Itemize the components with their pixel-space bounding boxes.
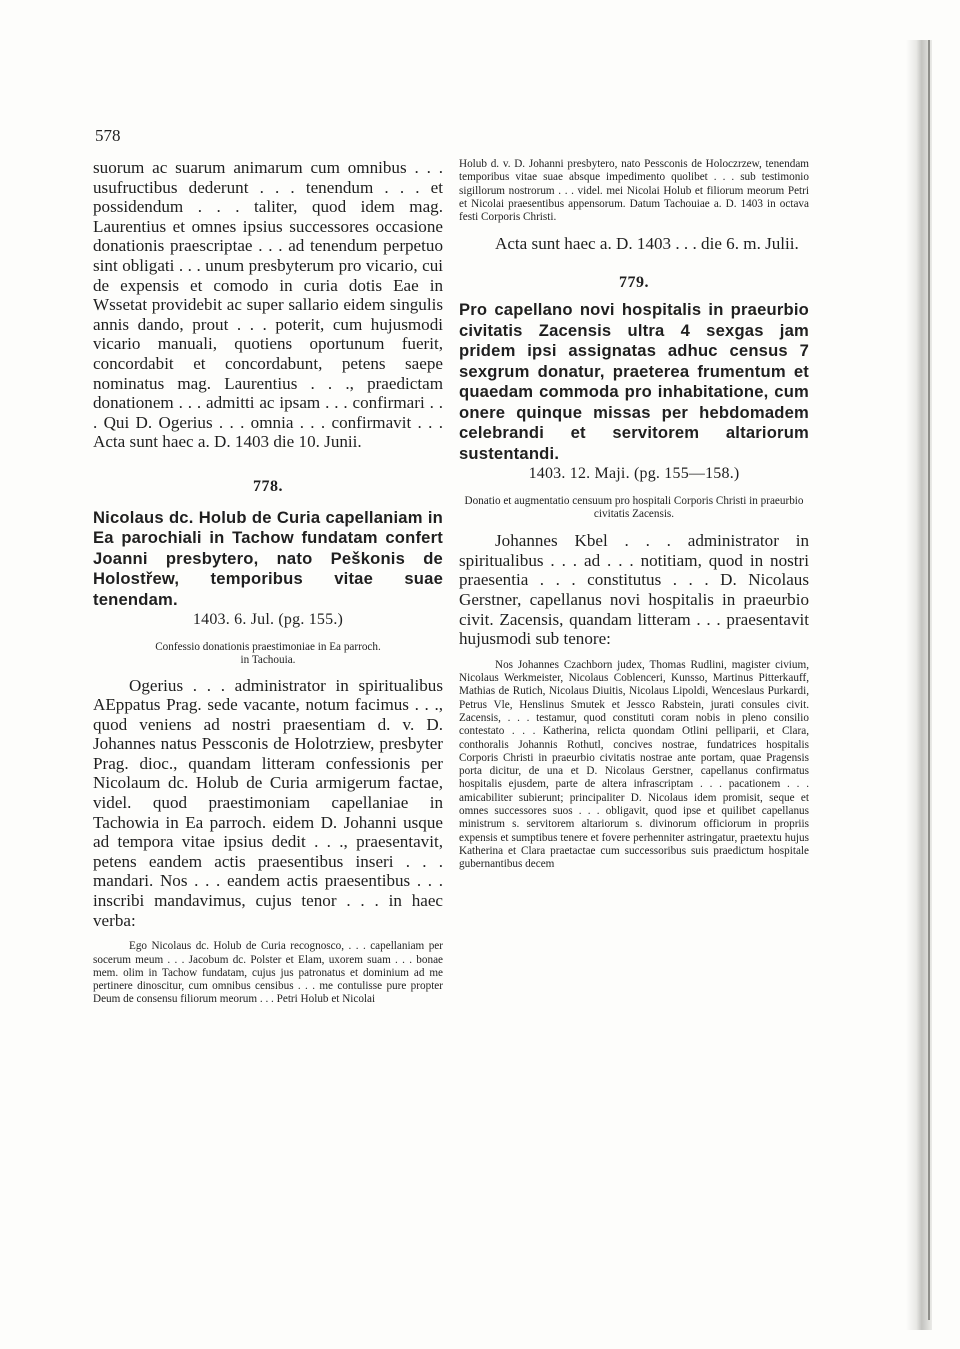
right-column xyxy=(459,158,809,871)
page-number: 578 xyxy=(95,126,121,145)
charter-continuation: Holub d. v. D. Johanni presbytero, nato Pessconis de Holoczrzew, tenendam temporibus vitae suae absque impedimento quolibet . . . sub testimonio sigillorum nostrorum . . . videl. mei Nicolai Holub et filiorum meorum Petri et Nicolai praesentibus appensorum. Datum Tachouiae a. D. 1403 in octava festi Corporis Christi. xyxy=(459,158,809,224)
inserted-charter-778: Ego Nicolaus dc. Holub de Curia recognosco, . . . capellaniam per socerum meum . . . Jacobum dc. Polster et Elam, uxorem suam . . . bonae mem. olim in Tachow fundatam, cujus jus patronatus et dominium ad me pertinere dinoscitur, cum omnibus censibus . . . me contulisse pure propter Deum de consensu filiorum meorum . . . Petri Holub et Nicolai xyxy=(93,940,443,1006)
heading-text: Nicolaus dc. Holub de Curia capellaniam in Ea parochiali in Tachow fundatam confert Joanni presbytero, nato Peškonis de Holostřew, temporibus vitae suae tenendam. xyxy=(93,507,443,609)
main-paragraph-778: Ogerius . . . administrator in spiritualibus AEppatus Prag. sede vacante, notum facimus . . ., quod veniens ad nostri praesentiam d. v. D. Johannes natus Pessconis de Holotrziew, presbyter Prag. dioc., quandam litteram confessionis per Nicolaum dc. Holub de Curia armigerum factae, videl. quod praestimoniam capellaniae in Tachowia in Ea parroch. eidem D. Johanni usque ad tempora vitae ipsius dedit . . ., praesentavit, petens eandem actis praesentibus inseri . . . mandari. Nos . . . eandem actis praesentibus . . . inscribi mandavimus, cujus tenor . . . in haec verba: xyxy=(93,675,443,930)
document-number-779: 779. xyxy=(619,274,649,292)
rubric-line-1: Confessio donationis praestimoniae in Ea parroch. xyxy=(155,640,381,653)
left-column xyxy=(93,158,443,1007)
inserted-charter-779: Nos Johannes Czachborn judex, Thomas Rudlini, magister civium, Nicolaus Werkmeister, Nicolaus Coblenceri, Kunsso, Martinus Pitterkauff, Mathias de Rutich, Nicolaus Diuitis, Nicolaus Lipoldi, Wenceslaus Purkardi, Petrus Vle, Henslinus Smutek et Jessco Rabstein, jurati consules civit. Zacensis, . . . testamur, quod constituti coram nobis in pleno consilio contestato . . . Katherina, relicta quondam Otlini pelliparii, et Clara, conthoralis Johannis Rothutl, concives nostrae, fundatrices hospitalis Corporis Christi in praeurbio civitatis nostrae ante portam, quae Pragensis porta dicitur, de una et D. Nicolaus Gerstner, capellanus confirmatus hospitalis ejusdem, parte de altera infrascriptam . . . pacationem . . . amicabiliter subierunt; principaliter D. Nicolaus idem promisit, seque et omnes successores suos . . . obligavit, quod ipse et quilibet capellanus ministrum s. servitorem altariorum s. divinorum officiorum in propriis expensis et sumptibus tenere et fovere perhenniter astringatur, praetextu hujus Katherina et Clara praetactae cum successoribus suis praedictum hospitale gubernantibus decem xyxy=(459,658,809,871)
continued-paragraph: suorum ac suarum animarum cum omnibus . . . usufructibus dederunt . . . tenendum . . . et possidendum . . . taliter, quod idem mag. Laurentius et omnes ipsius successores occasione donationis praescriptae . . . ad tenendum perpetuo sint obligati . . . unum presbyterum pro vicario, cui de expensis et comodo in curia dotis Eae in Wssetat providebit ac super sallario eidem singulis annis dando, prout . . . poterit, cum hujusmodi vicario manuali, quotiens oportunum fuerit, concordabit et concordabunt, petens saepe nominatus mag. Laurentius . . ., praedictam donationem . . . admitti ac ipsam . . . confirmari . . . Qui D. Ogerius . . . omnia . . . confirmavit . . . Acta sunt haec a. D. 1403 die 10. Junii. xyxy=(93,158,443,452)
rubric-779: Donatio et augmentatio censuum pro hospitali Corporis Christi in praeurbio civitatis Zacensis. xyxy=(464,494,804,520)
main-paragraph-779: Johannes Kbel . . . administrator in spiritualibus . . . ad . . . notitiam, quod in nostri praesentia . . . constitutus . . . D. Nicolaus Gerstner, capellanus novi hospitalis in praeurbio civit. Zacensis, quandam litteram . . . praesentavit hujusmodi sub tenore: xyxy=(459,531,809,649)
rubric-778 xyxy=(93,641,443,668)
page-binding-line xyxy=(928,40,930,1320)
heading-date: 1403. 12. Maji. (pg. 155—158.) xyxy=(528,465,740,483)
heading-date: 1403. 6. Jul. (pg. 155.) xyxy=(192,611,344,629)
document-heading-778 xyxy=(93,508,443,631)
heading-text: Pro capellano novi hospitalis in praeurbio civitatis Zacensis ultra 4 sexgas jam pridem ipsi assignatas adhuc census 7 sexgrum donatur, praeterea frumentum et quaedam commoda pro inhabitatione, cum onere quinque missas per hebdomadem celebrandi et servitorem altariorum sustentandi. xyxy=(459,300,809,463)
document-heading-779 xyxy=(459,300,809,485)
rubric-line-2: in Tachouia. xyxy=(240,654,296,667)
acta-line: Acta sunt haec a. D. 1403 . . . die 6. m. Julii. xyxy=(495,234,799,254)
document-number-778: 778. xyxy=(253,477,283,495)
